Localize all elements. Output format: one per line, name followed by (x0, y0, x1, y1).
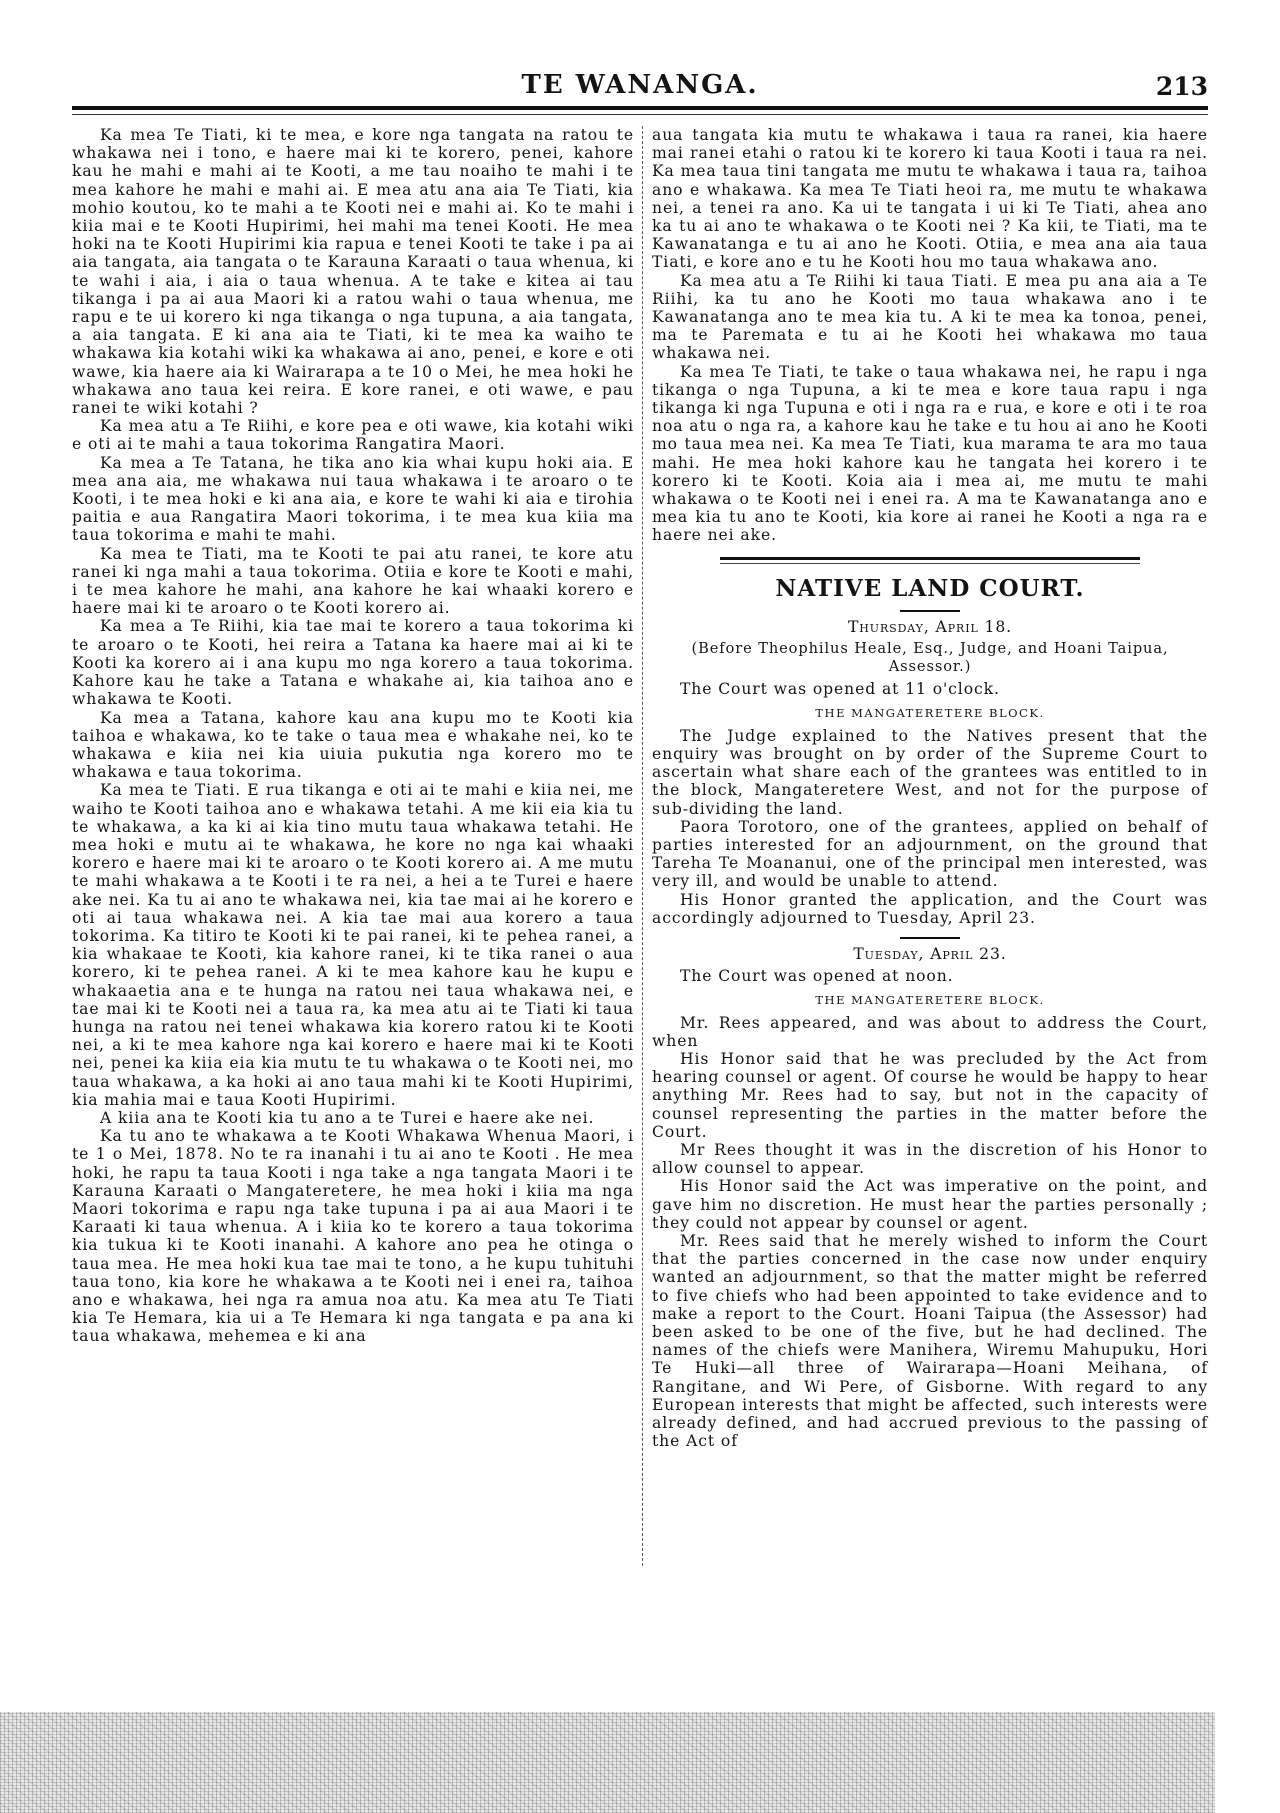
short-rule (900, 610, 960, 612)
paragraph: Mr. Rees said that he merely wished to inform the Court that the parties concerned in the case now under enquiry wanted an adjournment, so that the matter might be referred to five chiefs who had been appointed to take evidence and to make a report to the Court. Hoani Taipua (the Assessor) had been asked to be one of the five, but he had declined. The names of the chiefs were Manihera, Wiremu Mahupuku, Hori Te Huki—all three of Wairarapa—Hoani Meihana, of Rangitane, and Wi Pere, of Gisborne. With regard to any European interests that might be affected, such interests were already defined, and had accrued previous to the passing of the Act of (652, 1231, 1208, 1451)
paragraph: His Honor said that he was precluded by the Act from hearing counsel or agent. Of course he would be happy to hear anything Mr. Rees had to say, but not in the capacity of counsel representing the parties in the matter before the Court. (652, 1049, 1208, 1141)
paragraph: Ka mea a Te Riihi, kia tae mai te korero a taua tokorima ki te aroaro o te Kooti, hei reira a Tatana ka haere mai ai ki te Kooti ka korero ai i ana kupu mo nga korero a taua tokorima. Kahore kau he take a Tatana e whakahe ai, kia taihoa ano e whakawa te Kooti. (72, 617, 634, 709)
paragraph: aua tangata kia mutu te whakawa i taua ra ranei, kia haere mai ranei etahi o ratou ki te korero ki taua Kooti i taua ra nei. Ka mea taua tini tangata me mutu te whakawa i taua ra, taihoa ano e whakawa. Ka mea Te Tiati heoi ra, me mutu te whakawa nei, a tenei ra ano. Ka ui te tangata i ui ki Te Tiati, ahea ano ka tu ai ano te whakawa o te Kooti nei ? Ka kii, te Tiati, ma te Kawanatanga e tu ai ano he Kooti. Otiia, e mea ana aia taua Tiati, e kore ano e tu he Kooti hou mo taua whakawa ano. (652, 126, 1208, 272)
masthead (72, 70, 1208, 110)
paragraph: Ka mea Te Tiati, ki te mea, e kore nga tangata na ratou te whakawa nei i tono, e haere mai ki te korero, penei, kahore kau he mahi e mahi ai te Kooti, a me tau noaiho te mahi i te mea kahore he mahi e mahi ai. E mea atu ana aia Te Tiati, kia mohio koutou, ko te mahi a te Kooti nei e mahi ai. Ko te mahi i kiia mai e te Kooti Hupirimi, hei mahi ma tenei Kooti. He mea hoki na te Kooti Hupirimi kia rapua e tenei Kooti te take i pa ai aia tangata, aia tangata o te Karauna Karaati o taua whenua, ki te wahi i aia, i aia o taua whenua. A te take e kitea ai tau tikanga i pa ai aua Maori ki a ratou wahi o taua whenua, me rapu e te ui korero ki nga tikanga o nga tupuna, a aia tangata, a aia tangata. E ki ana aia te Tiati, ki te mea ka waiho te whakawa kia kotahi wiki ka whakawa ai ano, penei, e kore e oti wawe, kia haere aia ki Wairarapa a te 10 o Mei, he mea hoki he whakawa ano taua kei reira. E kore ranei, e oti wawe, e pau ranei te wiki kotahi ? (72, 126, 634, 418)
day2-report (652, 1014, 1208, 1451)
maori-report-continued (652, 126, 1208, 545)
newspaper-title: TE WANANGA. (521, 70, 759, 100)
paragraph: Paora Torotoro, one of the grantees, applied on behalf of parties interested for an adjournment, on the ground that Tareha Te Moananui, one of the principal men interested, was very ill, and would be unable to attend. (652, 817, 1208, 891)
paragraph: Ka mea a Tatana, kahore kau ana kupu mo te Kooti kia taihoa e whakawa, ko te take o taua mea e whakahe nei, ko te whakawa e kiia nei kia uiuia pukutia nga korero mo te whakawa e taua tokorima. (72, 708, 634, 782)
right-column (652, 126, 1208, 1450)
date-heading: Thursday, April 18. (847, 617, 1013, 636)
paragraph: Ka mea a Te Tatana, he tika ano kia whai kupu hoki aia. E mea ana aia, me whakawa nui taua whakawa i te aroaro o te Kooti, i te mea hoki e ki ana aia, e kore te wahi ki aia e tirohia paitia e aua Rangatira Maori tokorima, i te mea kua kiia ma taua tokorima e mahi te mahi. (72, 453, 634, 545)
scan-noise-band (0, 1712, 1215, 1813)
page-number: 213 (1155, 72, 1208, 101)
block-heading: THE MANGATERETERE BLOCK. (815, 706, 1045, 721)
paragraph: Ka mea atu a Te Riihi, e kore pea e oti wawe, kia kotahi wiki e oti ai te mahi a taua tokorima Rangatira Maori. (72, 417, 634, 454)
court-opened: The Court was opened at noon. (680, 967, 954, 986)
section-rule-thin (720, 563, 1140, 564)
paragraph: Ka tu ano te whakawa a te Kooti Whakawa Whenua Maori, i te 1 o Mei, 1878. No te ra inanahi i tu ai ano te Kooti . He mea hoki, he rapu ta taua Kooti i nga take a nga tangata Maori i te Karauna Karaati o Mangateretere, he mea hoki i kiia ma nga Maori tokorima e rapu nga take tupuna i pa ai aua Maori i te Karaati ki taua whenua. A i kiia ko te korero a taua tokorima kia tukua ki te Kooti inanahi. A kahore ano pea he otinga o taua mea. He mea hoki kua tae mai te tono, a he kupu tuhituhi taua tono, kia kore he whakawa a te Kooti nei i enei ra, taihoa ano e whakawa, hei nga ra amua noa atu. Ka mea atu Te Tiati kia Te Hemara, kia ui a Te Hemara ki nga tangata e pa ana ki taua whakawa, mehemea e ki ana (72, 1127, 634, 1346)
paragraph: His Honor said the Act was imperative on the point, and gave him no discretion. He must hear the parties personally ; they could not appear by counsel or agent. (652, 1177, 1208, 1232)
court-composition: (Before Theophilus Heale, Esq., Judge, and Hoani Taipua, Assessor.) (691, 639, 1169, 676)
court-opened: The Court was opened at 11 o'clock. (680, 680, 1000, 699)
paragraph: Ka mea te Tiati, ma te Kooti te pai atu ranei, te kore atu ranei ki nga mahi a taua tokorima. Otiia e kore te Kooti e mahi, i te mea kahore he mahi, ana kahore he kai whaaki korero e haere mai ki te aroaro o te Kooti korero ai. (72, 544, 634, 618)
paragraph: Mr Rees thought it was in the discretion of his Honor to allow counsel to appear. (652, 1140, 1208, 1178)
paragraph: Ka mea Te Tiati, te take o taua whakawa nei, he rapu i nga tikanga o nga Tupuna, a ki te mea e kore taua rapu i nga tikanga ki nga Tupuna e oti i nga ra e rua, e kore e oti i te roa noa atu o nga ra, a kahore kau he take e tu hou ai ano he Kooti mo taua mea nei. Ka mea Te Tiati, kua marama te ara mo taua mahi. He mea hoki kahore kau he tangata hei korero i te korero ki te Kooti. Koia aia i mea ai, me mutu te mahi whakawa o te Kooti nei i enei ra. A ma te Kawanatanga ano e mea kia tu ano te Kooti, kia kore ai ranei he Kooti a nga ra e haere nei ake. (652, 362, 1208, 545)
header-rule-thin (72, 114, 1208, 115)
paragraph: The Judge explained to the Natives present that the enquiry was brought on by order of the Supreme Court to ascertain what share each of the grantees was entitled to in the block, Mangateretere West, and not for the purpose of sub-dividing the land. (652, 726, 1208, 818)
section-rule (720, 557, 1140, 560)
header-rule (72, 106, 1208, 110)
paragraph: Ka mea te Tiati. E rua tikanga e oti ai te mahi e kiia nei, me waiho te Kooti taihoa ano e whakawa tetahi. A me kii eia kia tu te whakawa, a ka ki ai kia tino mutu taua whakawa tetahi. He mea hoki e mutu ai te whakawa, he kore no nga kai whaaki korero e haere mai ki te aroaro o te Kooti korero ai. A me mutu te mahi whakawa a te Kooti i te ra nei, a hei a te Turei e haere ake nei. Ka tu ai ano te whakawa nei, kia tae mai ai he korero e oti ai taua whakawa nei. A kia tae mai aua korero a taua tokorima. Ka titiro te Kooti ki te pai ranei, ki te pehea ranei, a kia whakaae te Kooti, kia kahore ranei, ki te tika ranei o aua korero, ki te pehea ranei. A ki te mea kahore kau he kupu e whakaaetia ana e te hunga na ratou nei taua whakawa nei, e tae mai ki te Kooti nei a taua ra, ka mea atu ai te Tiati ki taua hunga na ratou nei tenei whakawa kia korero ratou ki te Kooti nei, a ki te mea kahore nga kai korero e haere mai ki te Kooti nei, penei ka kiia eia kia mutu te tu whakawa o te Kooti nei, mo taua whakawa, a ka hoki ai ano taua mahi ki te Kooti Hupirimi, kia mahia mai e taua Kooti Hupirimi. (72, 781, 634, 1109)
paragraph: Ka mea atu a Te Riihi ki taua Tiati. E mea pu ana aia a Te Riihi, ka tu ano he Kooti mo taua whakawa ano i te Kawanatanga ano te mea kia tu. A ki te mea ka tonoa, penei, ma te Paremata e tu ai he Kooti hei whakawa mo taua whakawa nei. (652, 271, 1208, 363)
paragraph: Mr. Rees appeared, and was about to address the Court, when (652, 1013, 1208, 1050)
short-rule (900, 937, 960, 939)
paragraph: A kiia ana te Kooti kia tu ano a te Turei e haere ake nei. (100, 1108, 595, 1127)
block-heading: THE MANGATERETERE BLOCK. (815, 993, 1045, 1008)
day1-report (652, 727, 1208, 927)
section-heading: NATIVE LAND COURT. (775, 574, 1085, 602)
column-divider (642, 126, 643, 1566)
paragraph: His Honor granted the application, and the Court was accordingly adjourned to Tuesday, April 23. (652, 890, 1208, 927)
date-heading: Tuesday, April 23. (853, 944, 1007, 963)
left-column (72, 126, 634, 1346)
